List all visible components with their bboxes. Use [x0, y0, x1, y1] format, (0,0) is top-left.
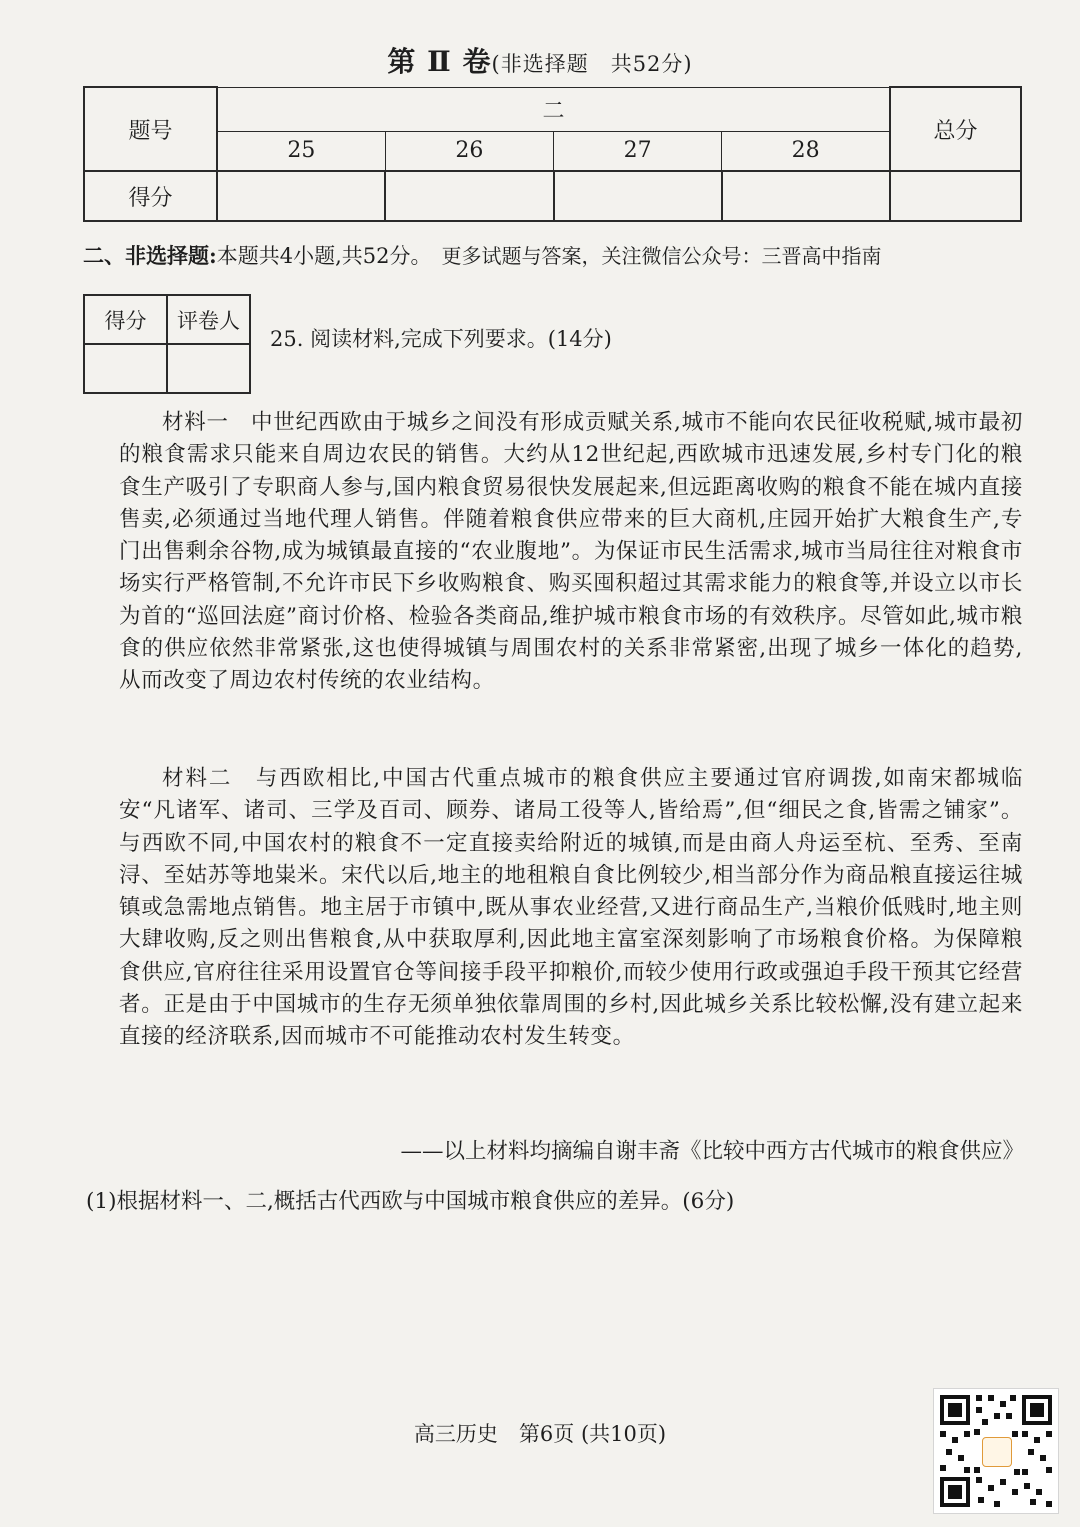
- score-table-section: 二: [217, 87, 890, 131]
- score-table-col-26: 26: [385, 131, 553, 171]
- question-25-prompt: 25. 阅读材料,完成下列要求。(14分): [270, 327, 612, 351]
- score-table-col-25: 25: [217, 131, 385, 171]
- score-cell-total[interactable]: [890, 171, 1021, 221]
- qr-code-icon: [933, 1388, 1059, 1514]
- material-1: 材料一 中世纪西欧由于城乡之间没有形成贡赋关系,城市不能向农民征收税赋,城市最初的粮食需求只能来自周边农民的销售。大约从12世纪起,西欧城市迅速发展,乡村专门化的粮食生产吸引了专职商人参与,国内粮食贸易很快发展起来,但远距离收购的粮食不能在城内直接售卖,必须通过当地代理人销售。伴随着粮食供应带来的巨大商机,庄园开始扩大粮食生产,专门出售剩余谷物,成为城镇最直接的“农业腹地”。为保证市民生活需求,城市当局往往对粮食市场实行严格管制,不允许市民下乡收购粮食、购买囤积超过其需求能力的粮食等,并设立以市长为首的“巡回法庭”商讨价格、检验各类商品,维护城市粮食市场的有效秩序。尽管如此,城市粮食的供应依然非常紧张,这也使得城镇与周围农村的关系非常紧密,出现了城乡一体化的趋势,从而改变了周边农村传统的农业结构。: [119, 410, 1023, 694]
- title-main: 第 Ⅱ 卷: [387, 45, 492, 78]
- score-table-label-question: 题号: [84, 87, 217, 171]
- score-cell-25[interactable]: [217, 171, 385, 221]
- grader-table: [83, 294, 251, 394]
- score-cell-27[interactable]: [554, 171, 722, 221]
- grader-score-cell[interactable]: [84, 344, 167, 393]
- grader-name-label: 评卷人: [167, 295, 250, 344]
- score-table: [83, 86, 1022, 222]
- title-sub: (非选择题 共52分): [491, 52, 693, 76]
- score-cell-28[interactable]: [722, 171, 890, 221]
- section-header-text: 本题共4小题,共52分。: [216, 244, 432, 268]
- material-2: 材料二 与西欧相比,中国古代重点城市的粮食供应主要通过官府调拨,如南宋都城临安“凡诸军、诸司、三学及百司、顾券、诸局工役等人,皆给焉”,但“细民之食,皆需之铺家”。与西欧不同,中国农村的粮食不一定直接卖给附近的城镇,而是由商人舟运至杭、至秀、至南浔、至姑苏等地粜米。宋代以后,地主的地租粮自食比例较少,相当部分作为商品粮直接运往城镇或急需地点销售。地主居于市镇中,既从事农业经营,又进行商品生产,当粮价低贱时,地主则大肆收购,反之则出售粮食,从中获取厚利,因此地主富室深刻影响了市场粮食价格。为保障粮食供应,官府往往采用设置官仓等间接手段平抑粮价,而较少使用行政或强迫手段干预其它经营者。正是由于中国城市的生存无须单独依靠周围的乡村,因此城乡关系比较松懈,没有建立起来直接的经济联系,因而城市不可能推动农村发生转变。: [119, 766, 1023, 1050]
- page-footer: 高三历史 第6页 (共10页): [413, 1422, 667, 1446]
- section-header-bold: 二、非选择题:: [83, 243, 217, 268]
- section-header-note: 更多试题与答案，关注微信公众号：三晋高中指南: [441, 244, 882, 268]
- paper-section-title: [0, 40, 1080, 80]
- score-table-col-27: 27: [554, 131, 722, 171]
- score-cell-26[interactable]: [385, 171, 553, 221]
- material-source: ——以上材料均摘编自谢丰斋《比较中西方古代城市的粮食供应》: [400, 1139, 1024, 1164]
- qr-logo-badge: [982, 1437, 1012, 1467]
- grader-name-cell[interactable]: [167, 344, 250, 393]
- grader-score-label: 得分: [84, 295, 167, 344]
- section-header: [83, 240, 1043, 270]
- score-table-col-28: 28: [722, 131, 890, 171]
- question-25-1: (1)根据材料一、二,概括古代西欧与中国城市粮食供应的差异。(6分): [86, 1189, 735, 1214]
- score-table-total: 总分: [890, 87, 1021, 171]
- score-table-label-score: 得分: [84, 171, 217, 221]
